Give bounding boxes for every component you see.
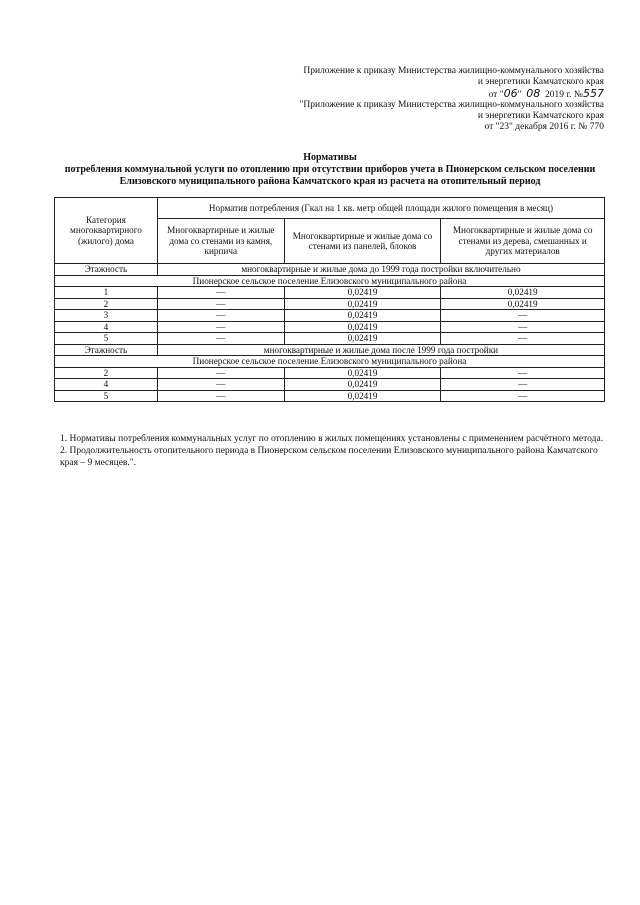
settlement-name: Пионерское сельское поселение Елизовского муниципального района <box>55 356 605 368</box>
notes <box>60 433 605 469</box>
note-2: 2. Продолжительность отопительного периода в Пионерском сельском поселении Елизовского муниципального района Камчатского края – 9 месяцев.". <box>60 446 598 468</box>
header-category: Категория многоквартирного (жилого) дома <box>55 198 158 264</box>
header-stone: Многоквартирные и жилые дома со стенами из камня, кирпича <box>157 219 284 264</box>
table-header-row <box>55 198 605 219</box>
prev-line-3: от "23" декабря 2016 г. № 770 <box>484 122 604 132</box>
previous-order-reference <box>300 100 605 133</box>
table-row: 2 — 0,02419 — <box>55 367 605 379</box>
table-row: 4 — 0,02419 — <box>55 379 605 391</box>
floors-label: Этажность <box>55 344 158 356</box>
order-month: 08 <box>526 87 541 100</box>
order-date-line: от "06" 08 2019 г. №557 <box>488 87 604 100</box>
order-line-2: и энергетики Камчатского края <box>477 77 604 87</box>
section-row <box>55 264 605 276</box>
title-line-1: Нормативы <box>303 152 357 163</box>
section-title: многоквартирные и жилые дома после 1999 года постройки <box>157 344 604 356</box>
table-row: 1 — 0,02419 0,02419 <box>55 287 605 299</box>
header-wood: Многоквартирные и жилые дома со стенами из дерева, смешанных и других материалов <box>441 219 605 264</box>
table-row: 3 — 0,02419 — <box>55 310 605 322</box>
title-line-2: потребления коммунальной услуги по отоплению при отсутствии приборов учета в Пионерском сельском поселении <box>64 164 596 175</box>
prev-line-2: и энергетики Камчатского края <box>477 111 604 121</box>
table-row: 5 — 0,02419 — <box>55 333 605 345</box>
prev-line-1: "Приложение к приказу Министерства жилищно-коммунального хозяйства <box>299 100 604 110</box>
settlement-row <box>55 275 605 287</box>
document-title <box>50 152 610 188</box>
order-reference <box>303 66 604 101</box>
note-1: 1. Нормативы потребления коммунальных услуг по отоплению в жилых помещениях установлены с применением расчётного метода. <box>60 434 604 444</box>
floors-label: Этажность <box>55 264 158 276</box>
settlement-row <box>55 356 605 368</box>
header-panel: Многоквартирные и жилые дома со стенами из панелей, блоков <box>284 219 441 264</box>
order-line-1: Приложение к приказу Министерства жилищно-коммунального хозяйства <box>303 66 604 76</box>
header-norm: Норматив потребления (Гкал на 1 кв. метр общей площади жилого помещения в месяц) <box>157 198 604 219</box>
table-row: 4 — 0,02419 — <box>55 321 605 333</box>
section-title: многоквартирные и жилые дома до 1999 года постройки включительно <box>157 264 604 276</box>
table-row: 2 — 0,02419 0,02419 <box>55 298 605 310</box>
title-line-3: Елизовского муниципального района Камчатского края из расчета на отопительный период <box>119 176 541 187</box>
settlement-name: Пионерское сельское поселение Елизовского муниципального района <box>55 275 605 287</box>
section-row <box>55 344 605 356</box>
table-row: 5 — 0,02419 — <box>55 390 605 402</box>
norms-table <box>54 197 605 402</box>
order-day: 06 <box>503 87 518 100</box>
order-number: 557 <box>583 87 604 100</box>
